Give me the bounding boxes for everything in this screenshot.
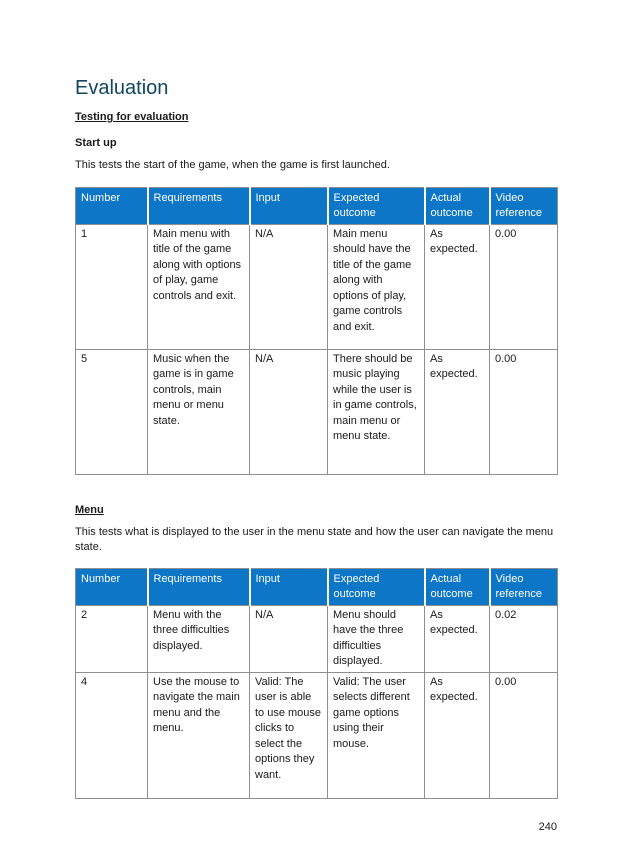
table-row [76,672,558,798]
column-header: Number [76,568,148,605]
table-cell: As expected. [425,605,490,672]
table-cell: N/A [250,224,328,349]
table-cell: As expected. [425,349,490,474]
table-cell: There should be music playing while the user is in game controls, main menu or menu state. [328,349,425,474]
test-table-start-up [75,187,558,475]
column-header: Video reference [490,568,558,605]
table-cell: Valid: The user selects different game options using their mouse. [328,672,425,798]
heading-menu: Menu [75,503,104,516]
column-header: Requirements [148,568,250,605]
table-cell: Music when the game is in game controls, main menu or menu state. [148,349,250,474]
table-cell: Valid: The user is able to use mouse clicks to select the options they want. [250,672,328,798]
table-cell: N/A [250,605,328,672]
column-header: Number [76,187,148,224]
table-cell: 1 [76,224,148,349]
table-cell: 4 [76,672,148,798]
table-cell: N/A [250,349,328,474]
column-header: Actual outcome [425,568,490,605]
table-cell: Main menu should have the title of the game along with options of play, game controls and exit. [328,224,425,349]
table-row [76,224,558,349]
section-start-up [75,136,557,475]
table-header-row [76,568,558,605]
column-header: Expected outcome [328,568,425,605]
heading-start-up: Start up [75,137,117,149]
column-header: Input [250,187,328,224]
page-number: 240 [538,821,557,833]
table-cell: Use the mouse to navigate the main menu and the menu. [148,672,250,798]
column-header: Requirements [148,187,250,224]
table-cell: Main menu with title of the game along with options of play, game controls and exit. [148,224,250,349]
table-cell: 5 [76,349,148,474]
table-cell: 0.00 [490,224,558,349]
intro-text-start-up: This tests the start of the game, when the game is first launched. [75,159,390,171]
page-title: Evaluation [75,77,169,99]
intro-text-menu: This tests what is displayed to the user in the menu state and how the user can navigate the menu state. [75,525,554,553]
column-header: Video reference [490,187,558,224]
column-header: Actual outcome [425,187,490,224]
table-row [76,349,558,474]
table-header-row [76,187,558,224]
table-cell: 0.02 [490,605,558,672]
table-cell: 0.00 [490,349,558,474]
test-table-menu [75,568,558,799]
table-row [76,605,558,672]
table-cell: As expected. [425,672,490,798]
heading-testing-for-evaluation: Testing for evaluation [75,111,189,123]
table-cell: 2 [76,605,148,672]
table-cell: 0.00 [490,672,558,798]
table-cell: As expected. [425,224,490,349]
column-header: Expected outcome [328,187,425,224]
table-cell: Menu should have the three difficulties displayed. [328,605,425,672]
column-header: Input [250,568,328,605]
section-menu [75,503,557,799]
table-cell: Menu with the three difficulties displayed. [148,605,250,672]
